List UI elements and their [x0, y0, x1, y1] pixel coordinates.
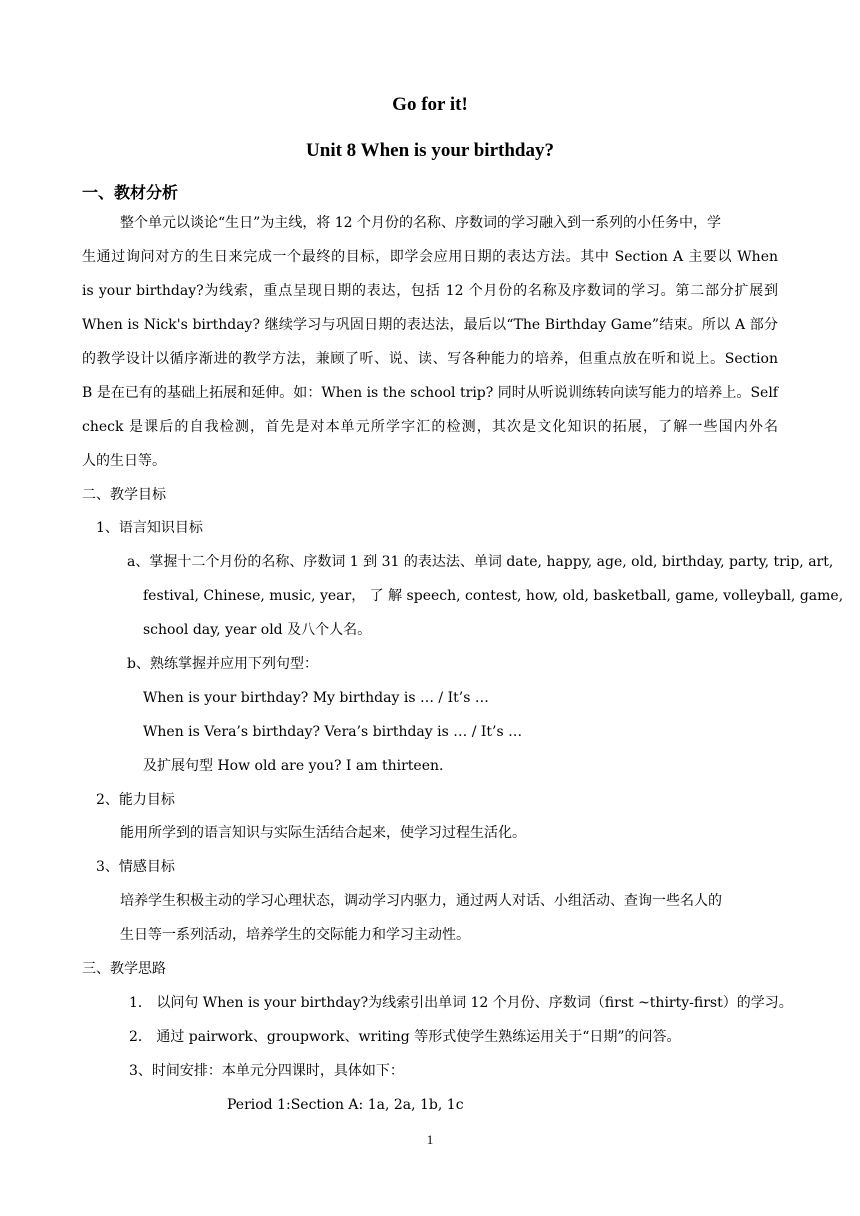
period-line: Period 1:Section A: 1a, 2a, 1b, 1c — [227, 1097, 464, 1113]
unit-title: Unit 8 When is your birthday? — [306, 140, 554, 161]
paragraph-line: B 是在已有的基础上拓展和延伸。如：When is the school trip? 同时从听说训练转向读写能力的培养上。Self — [82, 385, 778, 401]
ability-text: 能用所学到的语言知识与实际生活结合起来，使学习过程生活化。 — [120, 825, 526, 841]
section-heading-objectives: 二、教学目标 — [82, 487, 166, 503]
objective-b-heading: b、熟练掌握并应用下列句型： — [127, 656, 318, 672]
approach-item: 3、时间安排：本单元分四课时，具体如下： — [129, 1063, 404, 1079]
subheading-language-knowledge: 1、语言知识目标 — [96, 520, 203, 536]
paragraph-line: check 是课后的自我检测，首先是对本单元所学字汇的检测，其次是文化知识的拓展，了解一些国内外名 — [82, 419, 778, 435]
objective-a-line: festival, Chinese, music, year， 了 解 speech, contest, how, old, basketball, game, volleyball, game, — [143, 588, 844, 604]
sentence-pattern: When is Vera’s birthday? Vera’s birthday is … / It’s … — [143, 724, 523, 740]
paragraph-line: 生通过询问对方的生日来完成一个最终的目标，即学会应用日期的表达方法。其中 Section A 主要以 When — [82, 249, 778, 265]
section-heading-materials: 一、教材分析 — [82, 183, 179, 202]
paragraph-line: is your birthday?为线索，重点呈现日期的表达，包括 12 个月份的名称及序数词的学习。第二部分扩展到 — [82, 283, 778, 299]
paragraph-line: 人的生日等。 — [82, 453, 166, 469]
paragraph-line: 整个单元以谈论“生日”为主线，将 12 个月份的名称、序数词的学习融入到一系列的小任务中，学 — [120, 215, 722, 231]
objective-a-line: a、掌握十二个月份的名称、序数词 1 到 31 的表达法、单词 date, happy, age, old, birthday, party, trip, art, — [127, 554, 834, 570]
emotion-line: 培养学生积极主动的学习心理状态，调动学习内驱力，通过两人对话、小组活动、查询一些名人的 — [120, 893, 722, 909]
subheading-ability: 2、能力目标 — [96, 792, 175, 808]
document-title: Go for it! — [392, 94, 468, 115]
sentence-pattern: 及扩展句型 How old are you? I am thirteen. — [143, 758, 444, 774]
section-heading-approach: 三、教学思路 — [82, 961, 166, 977]
sentence-pattern: When is your birthday? My birthday is … / It’s … — [143, 690, 489, 706]
approach-item: 1． 以问句 When is your birthday?为线索引出单词 12 个月份、序数词（first ~thirty-first）的学习。 — [129, 995, 793, 1011]
page-number: 1 — [426, 1132, 434, 1147]
subheading-emotion: 3、情感目标 — [96, 859, 175, 875]
paragraph-line: 的教学设计以循序渐进的教学方法，兼顾了听、说、读、写各种能力的培养，但重点放在听和说上。Section — [82, 351, 778, 367]
emotion-line: 生日等一系列活动，培养学生的交际能力和学习主动性。 — [120, 927, 470, 943]
objective-a-line: school day, year old 及八个人名。 — [143, 622, 372, 638]
paragraph-line: When is Nick's birthday? 继续学习与巩固日期的表达法，最后以“The Birthday Game”结束。所以 A 部分 — [82, 317, 778, 333]
approach-item: 2． 通过 pairwork、groupwork、writing 等形式使学生熟练运用关于“日期”的问答。 — [129, 1029, 681, 1045]
